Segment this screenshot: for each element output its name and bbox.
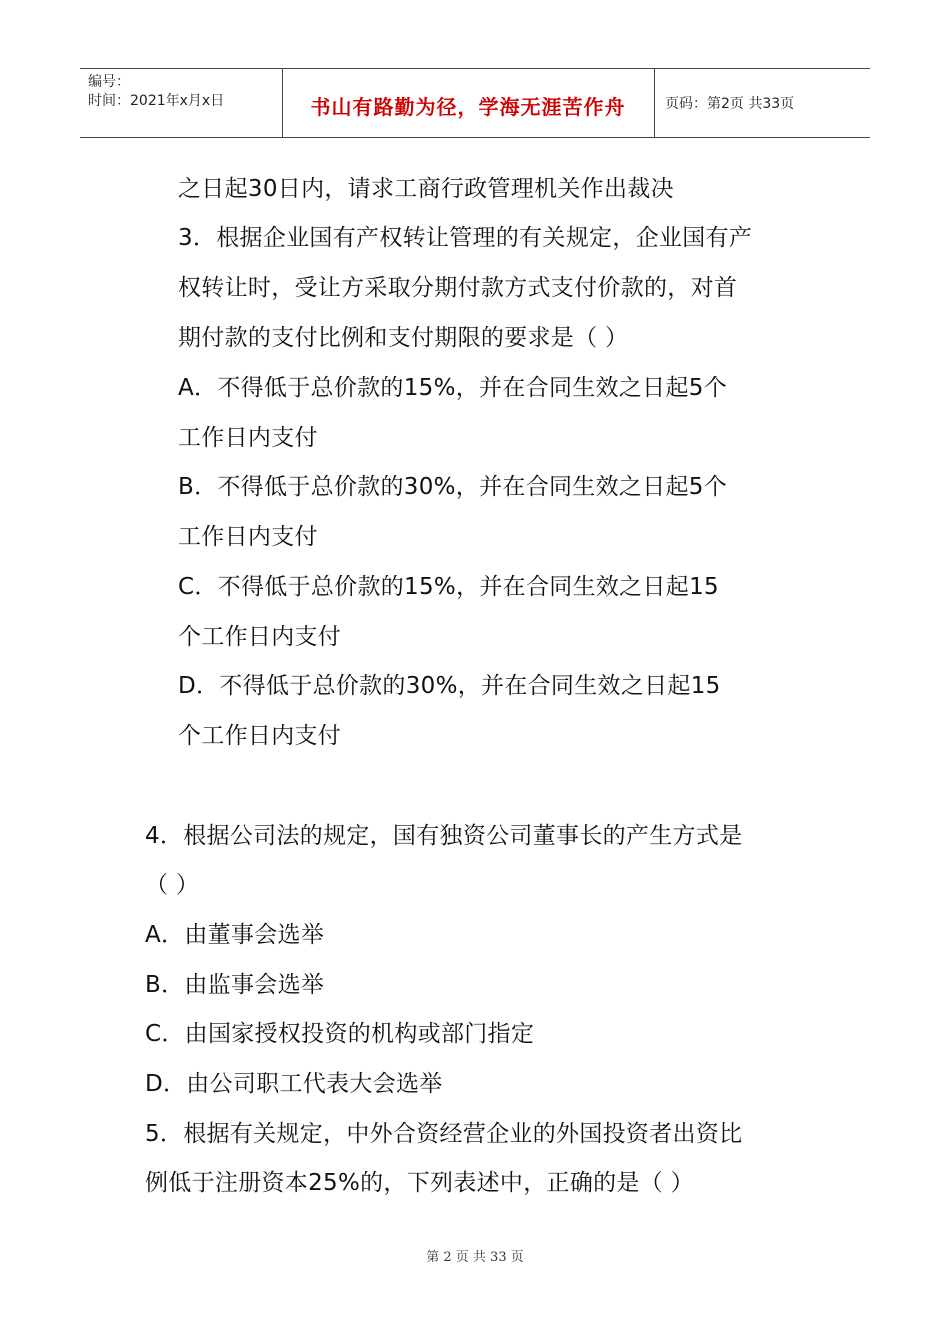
option-b-line: 工作日内支付 (178, 524, 318, 550)
option-c-line: C．不得低于总价款的15%，并在合同生效之日起15 (178, 574, 719, 600)
text-line: 之日起30日内，请求工商行政管理机关作出裁决 (178, 176, 674, 202)
header-left-cell (80, 69, 283, 137)
number-label: 编号： (88, 74, 130, 90)
option-d-line: 个工作日内支付 (178, 723, 342, 749)
question-3-line: 期付款的支付比例和支付期限的要求是（ ） (178, 325, 629, 351)
page-footer: 第 2 页 共 33 页 (426, 1250, 524, 1265)
header-middle-cell (282, 69, 655, 137)
option-a-line: A．不得低于总价款的15%，并在合同生效之日起5个 (178, 375, 727, 401)
page-header (80, 68, 870, 138)
question-4-line: 4．根据公司法的规定，国有独资公司董事长的产生方式是 (145, 823, 743, 849)
question-4-line: （ ） (145, 872, 200, 898)
option-d-line: D．由公司职工代表大会选举 (145, 1071, 443, 1097)
motto: 书山有路勤为径，学海无涯苦作舟 (310, 95, 626, 119)
option-a-line: 工作日内支付 (178, 425, 318, 451)
option-d-line: D．不得低于总价款的30%，并在合同生效之日起15 (178, 673, 721, 699)
question-5-line: 例低于注册资本25%的，下列表述中，正确的是（ ） (145, 1170, 694, 1196)
option-a-line: A．由董事会选举 (145, 922, 325, 948)
question-3-line: 3．根据企业国有产权转让管理的有关规定，企业国有产 (178, 225, 753, 251)
option-c-line: 个工作日内支付 (178, 624, 342, 650)
header-right-cell (655, 69, 870, 137)
question-3-line: 权转让时，受让方采取分期付款方式支付价款的，对首 (178, 275, 738, 301)
option-b-line: B．不得低于总价款的30%，并在合同生效之日起5个 (178, 474, 728, 500)
question-5-line: 5．根据有关规定，中外合资经营企业的外国投资者出资比 (145, 1121, 743, 1147)
time-label: 时间：2021年x月x日 (88, 93, 225, 109)
page-info: 页码：第2页 共33页 (665, 96, 795, 112)
option-c-line: C．由国家授权投资的机构或部门指定 (145, 1021, 535, 1047)
option-b-line: B．由监事会选举 (145, 972, 325, 998)
